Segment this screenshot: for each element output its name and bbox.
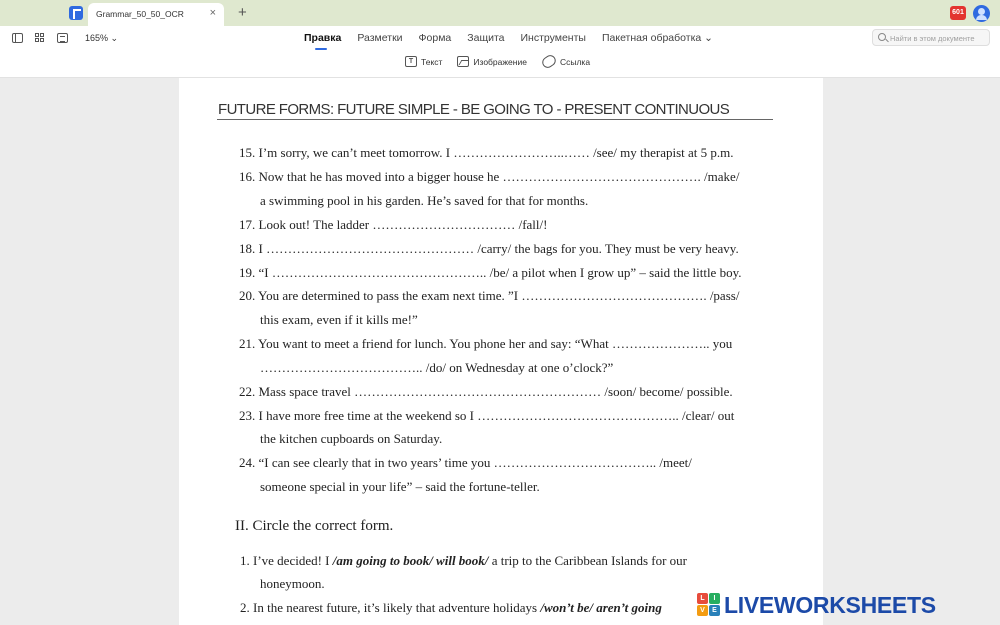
item-number: 21. (239, 336, 256, 351)
item-number: 18. (239, 241, 256, 256)
item-text: someone special in your life” – said the fortune-teller. (260, 479, 540, 494)
item-text: Look out! The ladder …………………………… /fall/! (255, 217, 548, 232)
section-title: II. Circle the correct form. (235, 518, 394, 534)
item-number: 1. (240, 553, 250, 568)
tab-title: Grammar_50_50_OCR (96, 9, 184, 19)
item-text: You are determined to pass the exam next time. ”I ……………………………………. /pass/ (255, 288, 740, 303)
edit-subtools (405, 56, 605, 67)
exercise-line (260, 193, 588, 209)
document-tab[interactable] (88, 3, 224, 26)
exercise-line (239, 145, 734, 161)
page-view-icon[interactable] (57, 33, 68, 43)
answer-options[interactable]: /won’t be/ aren’t going (540, 600, 662, 615)
main-tabs (304, 32, 729, 44)
exercise-line (239, 288, 739, 304)
exercise-line (239, 455, 692, 471)
tab-tools[interactable]: Инструменты (520, 32, 586, 44)
zoom-dropdown[interactable]: 165% ⌄ (85, 33, 119, 43)
add-link-label: Ссылка (559, 56, 591, 67)
item-text: a trip to the Caribbean Islands for our (488, 553, 687, 568)
item-text: I’m sorry, we can’t meet tomorrow. I ……………………..…… /see/ my therapist at 5 p.m. (255, 145, 734, 160)
tab-edit[interactable]: Правка (304, 32, 342, 44)
liveworksheets-watermark (697, 590, 936, 620)
notification-badge[interactable]: 601 (950, 6, 966, 20)
answer-options[interactable]: /am going to book/ will book/ (332, 553, 489, 568)
exercise-line (260, 431, 442, 447)
item-number: 22. (239, 384, 256, 399)
exercise-line (260, 479, 540, 495)
add-text-button[interactable] (405, 56, 442, 67)
item-text: In the nearest future, it’s likely that adventure holidays (249, 600, 541, 615)
logo-letter: L (697, 593, 708, 604)
item-number: 17. (239, 217, 256, 232)
link-icon (540, 53, 558, 70)
main-toolbar (0, 26, 1000, 78)
item-text: the kitchen cupboards on Saturday. (260, 431, 443, 446)
item-number: 20. (239, 288, 256, 303)
user-avatar-icon[interactable] (973, 5, 990, 22)
add-image-button[interactable] (457, 56, 527, 67)
exercise-line (239, 169, 739, 185)
item-text: You want to meet a friend for lunch. You phone her and say: “What ………………….. you (255, 336, 733, 351)
add-text-label: Текст (421, 56, 443, 67)
item-text: I have more free time at the weekend so I ……………………………………….. /clear/ out (255, 408, 735, 423)
item-text: this exam, even if it kills me!” (260, 312, 418, 327)
exercise-line (260, 312, 418, 328)
exercise-line (239, 241, 739, 257)
item-text: “I can see clearly that in two years’ time you ……………………………….. /meet/ (255, 455, 692, 470)
exercise-line (239, 265, 741, 281)
exercise-line (260, 360, 613, 376)
thumbnail-grid-icon[interactable] (35, 33, 46, 43)
exercise-line (239, 384, 733, 400)
item-text: Now that he has moved into a bigger house he ………………………………………. /make/ (255, 169, 740, 184)
item-text: a swimming pool in his garden. He’s saved for that for months. (260, 193, 589, 208)
exercise-line (260, 576, 325, 592)
title-bar (0, 0, 1000, 26)
tab-markup[interactable]: Разметки (357, 32, 403, 44)
exercise-line (240, 600, 662, 616)
logo-letter: E (709, 605, 720, 616)
logo-letter: I (709, 593, 720, 604)
tab-batch[interactable]: Пакетная обработка ⌄ (601, 32, 713, 44)
item-number: 23. (239, 408, 256, 423)
exercise-line (239, 217, 547, 233)
search-icon (878, 33, 886, 41)
item-number: 19. (239, 265, 256, 280)
item-number: 15. (239, 145, 256, 160)
app-logo-icon (69, 6, 83, 20)
item-number: 24. (239, 455, 256, 470)
item-number: 16. (239, 169, 256, 184)
logo-letter: V (697, 605, 708, 616)
exercise-line (239, 408, 734, 424)
close-tab-icon[interactable]: × (209, 7, 216, 19)
item-text: I’ve decided! I (249, 553, 333, 568)
item-number: 2. (240, 600, 250, 615)
search-box[interactable] (872, 29, 990, 46)
exercise-line (239, 336, 732, 352)
tab-protect[interactable]: Защита (467, 32, 505, 44)
new-tab-button[interactable]: + (238, 4, 247, 21)
item-text: honeymoon. (260, 576, 325, 591)
document-page[interactable] (179, 78, 823, 625)
tab-form[interactable]: Форма (418, 32, 452, 44)
item-text: ……………………………….. /do/ on Wednesday at one o’clock?” (260, 360, 614, 375)
page-heading: FUTURE FORMS: FUTURE SIMPLE - BE GOING TO - PRESENT CONTINUOUS (218, 101, 730, 118)
sidebar-toggle-icon[interactable] (12, 33, 23, 43)
item-text: I ………………………………………… /carry/ the bags for you. They must be very heavy. (255, 241, 739, 256)
add-image-label: Изображение (473, 56, 527, 67)
image-icon (457, 56, 469, 67)
search-input[interactable] (890, 32, 988, 44)
liveworksheets-logo-icon (697, 593, 721, 617)
exercise-line (240, 553, 687, 569)
add-link-button[interactable] (542, 56, 590, 67)
heading-divider (217, 119, 773, 120)
item-text: “I ………………………………………….. /be/ a pilot when I grow up” – said the little boy. (255, 265, 742, 280)
watermark-text: LIVEWORKSHEETS (724, 591, 936, 618)
item-text: Mass space travel ………………………………………………… /soon/ become/ possible. (255, 384, 733, 399)
text-box-icon: T (405, 56, 417, 67)
